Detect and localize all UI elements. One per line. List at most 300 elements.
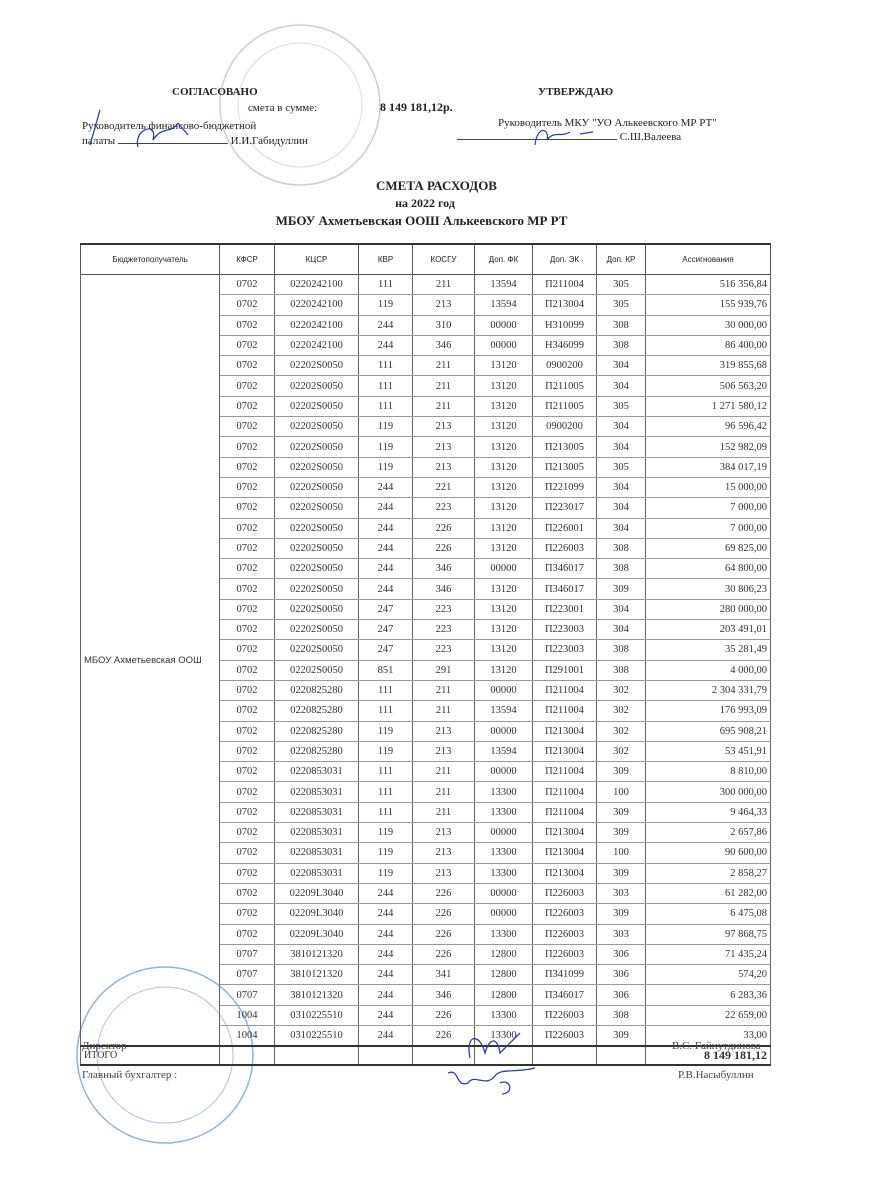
table-cell: 13300 bbox=[475, 1005, 533, 1025]
table-cell: 304 bbox=[597, 356, 646, 376]
table-cell: П211004 bbox=[533, 701, 597, 721]
table-cell: 13120 bbox=[475, 660, 533, 680]
table-cell: 302 bbox=[597, 721, 646, 741]
approver-left-position-2: палаты И.И.Габидуллин bbox=[82, 135, 308, 147]
table-cell: 111 bbox=[359, 782, 413, 802]
table-cell: 304 bbox=[597, 518, 646, 538]
table-cell: 111 bbox=[359, 275, 413, 295]
table-cell: 0220825280 bbox=[275, 741, 359, 761]
table-cell: 346 bbox=[413, 985, 475, 1005]
table-cell: 303 bbox=[597, 924, 646, 944]
table-cell: 13300 bbox=[475, 782, 533, 802]
table-cell: 7 000,00 bbox=[646, 518, 771, 538]
table-cell: 851 bbox=[359, 660, 413, 680]
table-cell: 64 800,00 bbox=[646, 559, 771, 579]
table-cell: 1004 bbox=[220, 1025, 275, 1046]
column-header: Ассигнования bbox=[646, 244, 771, 275]
table-cell: 244 bbox=[359, 559, 413, 579]
table-cell: 0702 bbox=[220, 701, 275, 721]
table-cell: 223 bbox=[413, 640, 475, 660]
table-cell: 100 bbox=[597, 782, 646, 802]
table-cell: П211005 bbox=[533, 396, 597, 416]
table-cell: 341 bbox=[413, 965, 475, 985]
table-cell: 3810121320 bbox=[275, 985, 359, 1005]
table-cell: 119 bbox=[359, 863, 413, 883]
table-cell: 0220853031 bbox=[275, 843, 359, 863]
table-cell: Н346099 bbox=[533, 335, 597, 355]
table-cell: 13300 bbox=[475, 802, 533, 822]
table-cell: 0707 bbox=[220, 965, 275, 985]
table-cell: 02202S0050 bbox=[275, 660, 359, 680]
table-cell: 02209L3040 bbox=[275, 883, 359, 903]
approver-left-name: И.И.Габидуллин bbox=[230, 135, 308, 147]
table-cell: П226003 bbox=[533, 1025, 597, 1046]
table-cell: 02202S0050 bbox=[275, 498, 359, 518]
table-cell: 35 281,49 bbox=[646, 640, 771, 660]
table-cell: 9 464,33 bbox=[646, 802, 771, 822]
table-cell: 00000 bbox=[475, 335, 533, 355]
table-cell: 176 993,09 bbox=[646, 701, 771, 721]
table-cell: 00000 bbox=[475, 315, 533, 335]
table-cell: 244 bbox=[359, 538, 413, 558]
table-cell: 0702 bbox=[220, 823, 275, 843]
table-cell: 0220242100 bbox=[275, 315, 359, 335]
column-header: КЦСР bbox=[275, 244, 359, 275]
table-cell: 309 bbox=[597, 863, 646, 883]
director-label: Директор bbox=[82, 1040, 127, 1052]
accountant-name: Р.В.Насыбуллин bbox=[678, 1069, 754, 1081]
table-cell: 02202S0050 bbox=[275, 538, 359, 558]
table-cell: 213 bbox=[413, 843, 475, 863]
table-cell: 303 bbox=[597, 883, 646, 903]
table-cell: П346017 bbox=[533, 559, 597, 579]
table-cell: 213 bbox=[413, 823, 475, 843]
table-cell: 97 868,75 bbox=[646, 924, 771, 944]
table-cell: 02202S0050 bbox=[275, 417, 359, 437]
doc-year: на 2022 год bbox=[395, 196, 455, 210]
table-cell: 12800 bbox=[475, 944, 533, 964]
table-cell: П291001 bbox=[533, 660, 597, 680]
table-cell: 0707 bbox=[220, 985, 275, 1005]
table-cell: 244 bbox=[359, 883, 413, 903]
table-cell: 304 bbox=[597, 498, 646, 518]
table-cell: 244 bbox=[359, 579, 413, 599]
table-cell: 02202S0050 bbox=[275, 640, 359, 660]
table-cell: 13594 bbox=[475, 275, 533, 295]
table-cell: 0702 bbox=[220, 579, 275, 599]
table-cell: 213 bbox=[413, 741, 475, 761]
budget-recipient: МБОУ Ахметьевская ООШ bbox=[81, 275, 220, 1047]
table-cell: 0702 bbox=[220, 538, 275, 558]
table-cell: 346 bbox=[413, 335, 475, 355]
table-cell: 211 bbox=[413, 762, 475, 782]
table-cell: 0220853031 bbox=[275, 762, 359, 782]
table-cell: 306 bbox=[597, 944, 646, 964]
table-cell: 0702 bbox=[220, 498, 275, 518]
column-header: КВР bbox=[359, 244, 413, 275]
table-cell: 02202S0050 bbox=[275, 437, 359, 457]
table-cell: 13120 bbox=[475, 396, 533, 416]
table-cell: 02202S0050 bbox=[275, 599, 359, 619]
table-cell: 13120 bbox=[475, 640, 533, 660]
approval-left-heading: СОГЛАСОВАНО bbox=[172, 86, 258, 98]
table-cell: П213004 bbox=[533, 823, 597, 843]
approver-right-position: Руководитель МКУ "УО Алькеевского МР РТ" bbox=[498, 117, 717, 129]
table-cell: 211 bbox=[413, 802, 475, 822]
column-header: КФСР bbox=[220, 244, 275, 275]
table-cell: 244 bbox=[359, 904, 413, 924]
table-cell: 111 bbox=[359, 356, 413, 376]
table-cell: 516 356,84 bbox=[646, 275, 771, 295]
table-cell: 0310225510 bbox=[275, 1005, 359, 1025]
table-cell: 02202S0050 bbox=[275, 620, 359, 640]
table-cell: 0702 bbox=[220, 782, 275, 802]
table-cell: 226 bbox=[413, 883, 475, 903]
table-cell: 7 000,00 bbox=[646, 498, 771, 518]
total-row bbox=[81, 1046, 771, 1065]
table-cell: 308 bbox=[597, 335, 646, 355]
table-cell: П226003 bbox=[533, 1005, 597, 1025]
table-cell: 22 659,00 bbox=[646, 1005, 771, 1025]
table-cell: П211004 bbox=[533, 762, 597, 782]
table-cell: 2 657,86 bbox=[646, 823, 771, 843]
table-cell: 213 bbox=[413, 457, 475, 477]
table-cell: 0702 bbox=[220, 741, 275, 761]
table-cell: 305 bbox=[597, 396, 646, 416]
table-cell: 695 908,21 bbox=[646, 721, 771, 741]
sum-label: смета в сумме: bbox=[248, 102, 318, 114]
table-cell: 0702 bbox=[220, 457, 275, 477]
table-cell: 244 bbox=[359, 965, 413, 985]
table-cell: 304 bbox=[597, 417, 646, 437]
table-cell: 0900200 bbox=[533, 417, 597, 437]
table-cell: 309 bbox=[597, 1025, 646, 1046]
table-cell: 02202S0050 bbox=[275, 356, 359, 376]
director-name: В.С. Гайнутдинова bbox=[672, 1040, 761, 1052]
table-cell: 0900200 bbox=[533, 356, 597, 376]
table-cell: 308 bbox=[597, 1005, 646, 1025]
table-cell: 13120 bbox=[475, 518, 533, 538]
table-cell: 304 bbox=[597, 376, 646, 396]
table-cell: 02202S0050 bbox=[275, 518, 359, 538]
sum-value: 8 149 181,12р. bbox=[380, 100, 453, 114]
table-cell: 119 bbox=[359, 823, 413, 843]
table-cell: 02202S0050 bbox=[275, 396, 359, 416]
table-cell: 119 bbox=[359, 741, 413, 761]
table-cell: 0702 bbox=[220, 863, 275, 883]
table-cell: 13120 bbox=[475, 457, 533, 477]
table-cell: П221099 bbox=[533, 477, 597, 497]
table-cell bbox=[275, 1046, 359, 1065]
table-cell: 244 bbox=[359, 518, 413, 538]
table-cell: 223 bbox=[413, 498, 475, 518]
table-cell: 00000 bbox=[475, 559, 533, 579]
table-cell: 13594 bbox=[475, 701, 533, 721]
table-cell: 304 bbox=[597, 620, 646, 640]
table-cell: 506 563,20 bbox=[646, 376, 771, 396]
table-cell: 119 bbox=[359, 457, 413, 477]
table-cell: 0707 bbox=[220, 944, 275, 964]
table-cell: 305 bbox=[597, 275, 646, 295]
signature-left bbox=[78, 105, 208, 155]
table-cell: 02209L3040 bbox=[275, 924, 359, 944]
table-cell: П226003 bbox=[533, 883, 597, 903]
table-cell: 13120 bbox=[475, 477, 533, 497]
table-cell: 13594 bbox=[475, 295, 533, 315]
table-cell: 247 bbox=[359, 620, 413, 640]
column-header: Доп. КР bbox=[597, 244, 646, 275]
table-cell: 0702 bbox=[220, 315, 275, 335]
table-cell: 155 939,76 bbox=[646, 295, 771, 315]
table-cell: 111 bbox=[359, 376, 413, 396]
table-cell: 02202S0050 bbox=[275, 579, 359, 599]
table-cell: 213 bbox=[413, 437, 475, 457]
table-cell: 0702 bbox=[220, 295, 275, 315]
table-cell: 13120 bbox=[475, 437, 533, 457]
table-cell: 96 596,42 bbox=[646, 417, 771, 437]
table-cell: 02202S0050 bbox=[275, 376, 359, 396]
table-cell: 0702 bbox=[220, 883, 275, 903]
approval-right-heading: УТВЕРЖДАЮ bbox=[538, 86, 614, 98]
table-cell: 300 000,00 bbox=[646, 782, 771, 802]
table-cell: 226 bbox=[413, 944, 475, 964]
table-cell: 2 858,27 bbox=[646, 863, 771, 883]
table-cell: П346017 bbox=[533, 579, 597, 599]
table-cell: П226003 bbox=[533, 904, 597, 924]
table-cell: 211 bbox=[413, 396, 475, 416]
table-cell: 203 491,01 bbox=[646, 620, 771, 640]
table-cell: 346 bbox=[413, 559, 475, 579]
table-cell bbox=[359, 1046, 413, 1065]
table-cell: 13120 bbox=[475, 620, 533, 640]
table-cell: 319 855,68 bbox=[646, 356, 771, 376]
table-cell: 90 600,00 bbox=[646, 843, 771, 863]
table-cell: 574,20 bbox=[646, 965, 771, 985]
table-cell: 291 bbox=[413, 660, 475, 680]
table-cell: 244 bbox=[359, 477, 413, 497]
table-cell: 00000 bbox=[475, 883, 533, 903]
table-cell: 3810121320 bbox=[275, 944, 359, 964]
table-cell: П346017 bbox=[533, 985, 597, 1005]
table-cell: 310 bbox=[413, 315, 475, 335]
table-cell: 13120 bbox=[475, 599, 533, 619]
table-cell: 244 bbox=[359, 1005, 413, 1025]
table-cell: 226 bbox=[413, 518, 475, 538]
table-cell: 6 283,36 bbox=[646, 985, 771, 1005]
table-cell: 00000 bbox=[475, 721, 533, 741]
table-cell: 12800 bbox=[475, 985, 533, 1005]
column-header: Доп. ФК bbox=[475, 244, 533, 275]
table-cell: 223 bbox=[413, 620, 475, 640]
table-cell: 0702 bbox=[220, 721, 275, 741]
table-cell: 305 bbox=[597, 295, 646, 315]
table-cell: 119 bbox=[359, 437, 413, 457]
table-cell: 244 bbox=[359, 315, 413, 335]
table-cell: 309 bbox=[597, 762, 646, 782]
table-cell: 02202S0050 bbox=[275, 559, 359, 579]
table-cell: 305 bbox=[597, 457, 646, 477]
column-header: Доп. ЭК bbox=[533, 244, 597, 275]
signature-right bbox=[525, 120, 605, 150]
table-cell: 0702 bbox=[220, 396, 275, 416]
table-cell: 6 475,08 bbox=[646, 904, 771, 924]
table-cell: 226 bbox=[413, 1025, 475, 1046]
table-cell: 13300 bbox=[475, 863, 533, 883]
table-cell: П213004 bbox=[533, 863, 597, 883]
table-cell: 306 bbox=[597, 985, 646, 1005]
table-cell: 13594 bbox=[475, 741, 533, 761]
table-cell: 0702 bbox=[220, 680, 275, 700]
table-cell: 211 bbox=[413, 680, 475, 700]
doc-organization: МБОУ Ахметьевская ООШ Алькеевского МР РТ bbox=[275, 213, 568, 228]
table-cell: 2 304 331,79 bbox=[646, 680, 771, 700]
table-cell: 213 bbox=[413, 721, 475, 741]
table-cell: 308 bbox=[597, 660, 646, 680]
table-cell: 33,00 bbox=[646, 1025, 771, 1046]
table-cell: 226 bbox=[413, 538, 475, 558]
table-cell: 00000 bbox=[475, 823, 533, 843]
table-row bbox=[81, 275, 771, 295]
accountant-label: Главный бухгалтер : bbox=[82, 1069, 178, 1081]
table-cell: 213 bbox=[413, 417, 475, 437]
table-cell: 302 bbox=[597, 741, 646, 761]
table-cell: 13120 bbox=[475, 417, 533, 437]
table-cell: 02202S0050 bbox=[275, 457, 359, 477]
table-cell: 0702 bbox=[220, 640, 275, 660]
table-cell: 13120 bbox=[475, 538, 533, 558]
table-cell: 211 bbox=[413, 782, 475, 802]
table-cell: 152 982,09 bbox=[646, 437, 771, 457]
table-cell: 0702 bbox=[220, 802, 275, 822]
table-cell: 308 bbox=[597, 640, 646, 660]
table-cell: П211004 bbox=[533, 782, 597, 802]
table-cell: 0220825280 bbox=[275, 701, 359, 721]
table-cell: 0702 bbox=[220, 620, 275, 640]
table-cell: 213 bbox=[413, 295, 475, 315]
column-header: КОСГУ bbox=[413, 244, 475, 275]
table-cell: 0702 bbox=[220, 924, 275, 944]
table-cell: 211 bbox=[413, 275, 475, 295]
table-cell: 111 bbox=[359, 701, 413, 721]
table-cell: 309 bbox=[597, 904, 646, 924]
table-cell: 0702 bbox=[220, 477, 275, 497]
table-cell: 304 bbox=[597, 599, 646, 619]
table-cell: 221 bbox=[413, 477, 475, 497]
approver-right-name: С.Ш.Валеева bbox=[619, 131, 682, 143]
table-cell: 0702 bbox=[220, 843, 275, 863]
table-cell: 0220242100 bbox=[275, 295, 359, 315]
table-cell: 0702 bbox=[220, 417, 275, 437]
table-cell: 02209L3040 bbox=[275, 904, 359, 924]
table-cell: 244 bbox=[359, 1025, 413, 1046]
table-cell: 308 bbox=[597, 538, 646, 558]
table-cell: П226003 bbox=[533, 944, 597, 964]
table-cell: 13300 bbox=[475, 843, 533, 863]
table-cell: 0702 bbox=[220, 518, 275, 538]
table-cell: 0220242100 bbox=[275, 335, 359, 355]
table-cell: 86 400,00 bbox=[646, 335, 771, 355]
table-cell: 226 bbox=[413, 924, 475, 944]
table-cell: 8 810,00 bbox=[646, 762, 771, 782]
table-cell: 309 bbox=[597, 823, 646, 843]
table-cell: П223003 bbox=[533, 640, 597, 660]
table-cell: 02202S0050 bbox=[275, 477, 359, 497]
table-cell: 211 bbox=[413, 376, 475, 396]
table-cell: 1004 bbox=[220, 1005, 275, 1025]
table-cell: 119 bbox=[359, 721, 413, 741]
expense-table bbox=[80, 243, 771, 1066]
table-cell: П226003 bbox=[533, 924, 597, 944]
table-cell: 119 bbox=[359, 295, 413, 315]
table-cell: 13120 bbox=[475, 579, 533, 599]
table-cell: 30 806,23 bbox=[646, 579, 771, 599]
table-cell: 244 bbox=[359, 944, 413, 964]
table-cell: 309 bbox=[597, 579, 646, 599]
table-cell: 0702 bbox=[220, 762, 275, 782]
table-cell: 211 bbox=[413, 356, 475, 376]
total-label: ИТОГО bbox=[81, 1046, 220, 1065]
table-cell: 111 bbox=[359, 680, 413, 700]
table-cell: П211005 bbox=[533, 376, 597, 396]
table-cell: 1 271 580,12 bbox=[646, 396, 771, 416]
table-cell: 0220242100 bbox=[275, 275, 359, 295]
table-cell: П211004 bbox=[533, 680, 597, 700]
table-cell: П213004 bbox=[533, 843, 597, 863]
table-cell: 223 bbox=[413, 599, 475, 619]
total-value: 8 149 181,12 bbox=[646, 1046, 771, 1065]
table-cell: 384 017,19 bbox=[646, 457, 771, 477]
table-cell: 0310225510 bbox=[275, 1025, 359, 1046]
table-cell: 346 bbox=[413, 579, 475, 599]
table-cell: 119 bbox=[359, 417, 413, 437]
table-cell: П213004 bbox=[533, 721, 597, 741]
table-cell: П213005 bbox=[533, 457, 597, 477]
table-cell: 226 bbox=[413, 1005, 475, 1025]
table-cell: 13120 bbox=[475, 356, 533, 376]
table-cell: 0220825280 bbox=[275, 680, 359, 700]
table-cell: 280 000,00 bbox=[646, 599, 771, 619]
table-cell: П213004 bbox=[533, 295, 597, 315]
table-cell: Н310099 bbox=[533, 315, 597, 335]
table-cell: П223003 bbox=[533, 620, 597, 640]
table-cell: П211004 bbox=[533, 275, 597, 295]
table-cell: 00000 bbox=[475, 904, 533, 924]
table-cell: 244 bbox=[359, 498, 413, 518]
table-cell: 0702 bbox=[220, 356, 275, 376]
table-cell: 0702 bbox=[220, 904, 275, 924]
table-cell: 306 bbox=[597, 965, 646, 985]
table-cell: П211004 bbox=[533, 802, 597, 822]
table-cell: 244 bbox=[359, 985, 413, 1005]
table-cell: 13120 bbox=[475, 498, 533, 518]
table-cell: П213005 bbox=[533, 437, 597, 457]
table-cell: П341099 bbox=[533, 965, 597, 985]
table-cell: 00000 bbox=[475, 762, 533, 782]
table-cell: П223017 bbox=[533, 498, 597, 518]
table-cell bbox=[597, 1046, 646, 1065]
table-cell: П223001 bbox=[533, 599, 597, 619]
table-cell: 302 bbox=[597, 680, 646, 700]
table-cell: 0702 bbox=[220, 275, 275, 295]
table-cell: 4 000,00 bbox=[646, 660, 771, 680]
table-cell: 309 bbox=[597, 802, 646, 822]
table-cell: 0220853031 bbox=[275, 802, 359, 822]
table-cell: 304 bbox=[597, 477, 646, 497]
table-cell: 0220853031 bbox=[275, 782, 359, 802]
table-cell: 53 451,91 bbox=[646, 741, 771, 761]
table-cell: 0220853031 bbox=[275, 863, 359, 883]
table-cell: 00000 bbox=[475, 680, 533, 700]
